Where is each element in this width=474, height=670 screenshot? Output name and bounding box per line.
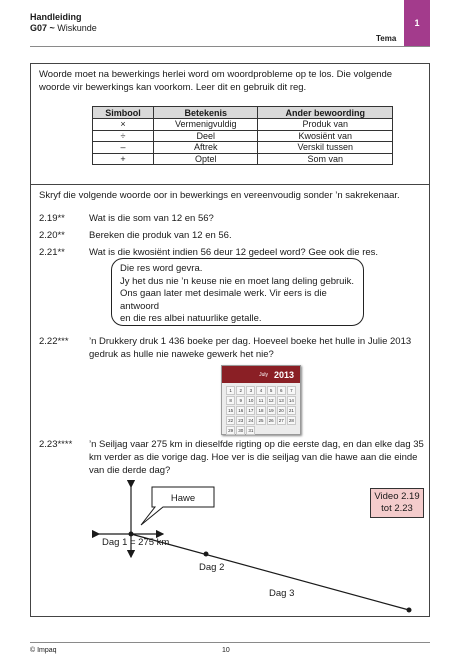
column-header: Ander bewoording [258, 107, 393, 119]
question-number: 2.19** [39, 213, 65, 224]
calendar-day: 22 [226, 416, 235, 425]
hawe-label: Hawe [170, 493, 196, 504]
tema-label: Tema [376, 34, 397, 43]
day1-label: Dag 1 = 275 km [102, 537, 170, 548]
table-row [93, 142, 393, 154]
calendar-year: 2013 [273, 369, 294, 380]
manual-title: Handleiding [30, 12, 82, 22]
question-number: 2.20** [39, 230, 65, 241]
calendar-day: 29 [226, 426, 235, 435]
video-line: tot 2.23 [381, 503, 413, 514]
calendar-day: 8 [226, 396, 235, 405]
calendar-day: 6 [277, 386, 286, 395]
calendar-day: 15 [226, 406, 235, 415]
calendar-day: 17 [246, 406, 255, 415]
question-text: ’n Drukkery druk 1 436 boeke per dag. Hoeveel boeke het hulle in Julie 2013 gedruk as hulle nie naweke gewerk het nie? [89, 336, 412, 360]
table-cell: Aftrek [153, 142, 258, 154]
table-header-row [93, 107, 393, 119]
question-text: Wat is die kwosiënt indien 56 deur 12 gedeel word? Gee ook die res. [89, 247, 379, 258]
calendar-day: 11 [256, 396, 265, 405]
column-header: Betekenis [153, 107, 258, 119]
table-cell: Kwosiënt van [258, 130, 393, 142]
question-number: 2.23**** [39, 439, 73, 450]
table-cell: + [93, 153, 154, 165]
calendar-day: 4 [256, 386, 265, 395]
calendar-day: 9 [236, 396, 245, 405]
operations-box [30, 63, 430, 185]
exercise-box [30, 184, 430, 617]
harbour-point [129, 532, 134, 537]
calendar-day: 28 [287, 416, 296, 425]
day2-point [204, 552, 209, 557]
question-text: Bereken die produk van 12 en 56. [89, 230, 232, 241]
calendar-day: 27 [277, 416, 286, 425]
table-cell: ÷ [93, 130, 154, 142]
grade-subject: G07 ~ Wiskunde [30, 23, 97, 33]
intro-text: Woorde moet na bewerkings herlei word om woordprobleme op te los. Die volgende woorde vir bewerkings kan voorkom. Leer dit en gebruik dit reg. [39, 69, 393, 93]
hint-line: en die res albei natuurlike getalle. [120, 313, 262, 324]
tema-number-tab: 1 [404, 0, 430, 46]
calendar-day: 14 [287, 396, 296, 405]
table-row [93, 130, 393, 142]
page-header [30, 12, 97, 34]
day2-label: Dag 2 [199, 562, 225, 573]
table-cell: Verskil tussen [258, 142, 393, 154]
calendar-day: 24 [246, 416, 255, 425]
symbol-table [92, 106, 393, 165]
table-cell: Som van [258, 153, 393, 165]
table-cell: × [93, 119, 154, 131]
table-row [93, 153, 393, 165]
calendar-day: 23 [236, 416, 245, 425]
calendar-day: 5 [267, 386, 276, 395]
page-number: 10 [222, 647, 230, 654]
hint-line: Jy het dus nie ’n keuse nie en moet lang deling gebruik. [120, 275, 354, 287]
calendar-day: 20 [277, 406, 286, 415]
copyright-text: © Impaq [30, 647, 57, 654]
calendar-day: 1 [226, 386, 235, 395]
video-line: Video 2.19 [374, 491, 420, 502]
table-cell: Deel [153, 130, 258, 142]
exercise-instruction: Skryf die volgende woorde oor in bewerkings en vereenvoudig sonder ’n sakrekenaar. [39, 190, 400, 201]
calendar-day: 12 [267, 396, 276, 405]
calendar-day: 2 [236, 386, 245, 395]
table-cell: Vermenigvuldig [153, 119, 258, 131]
header-divider [30, 46, 430, 47]
table-cell: Produk van [258, 119, 393, 131]
calendar-day: 3 [246, 386, 255, 395]
question-number: 2.22*** [39, 336, 69, 347]
calendar-day: 18 [256, 406, 265, 415]
question-text: Wat is die som van 12 en 56? [89, 213, 214, 224]
calendar-month: July [259, 371, 268, 378]
question-number: 2.21** [39, 247, 65, 258]
calendar-day: 30 [236, 426, 245, 435]
day3-point [407, 608, 412, 613]
question-text: ’n Seiljag vaar 275 km in dieselfde rigting op die eerste dag, en dan elke dag 35 km verder as die vorige dag. Hoe ver is die seiljag van die hawe aan die einde van die derde dag? [89, 439, 424, 476]
column-header: Simbool [93, 107, 154, 119]
calendar-day: 10 [246, 396, 255, 405]
calendar-day: 19 [267, 406, 276, 415]
footer-divider [30, 642, 430, 643]
table-row [93, 119, 393, 131]
calendar-day: 31 [246, 426, 255, 435]
calendar-day: 25 [256, 416, 265, 425]
hint-line: Ons gaan later met desimale werk. Vir eers is die antwoord [120, 288, 327, 312]
yacht-distance-diagram [31, 185, 431, 618]
calendar-day: 7 [287, 386, 296, 395]
table-cell: Optel [153, 153, 258, 165]
hint-line: Die res word gevra. [120, 263, 203, 274]
calendar-day: 21 [287, 406, 296, 415]
day3-label: Dag 3 [269, 588, 295, 599]
table-cell: – [93, 142, 154, 154]
calendar-day: 16 [236, 406, 245, 415]
calendar-day: 26 [267, 416, 276, 425]
calendar-day: 13 [277, 396, 286, 405]
